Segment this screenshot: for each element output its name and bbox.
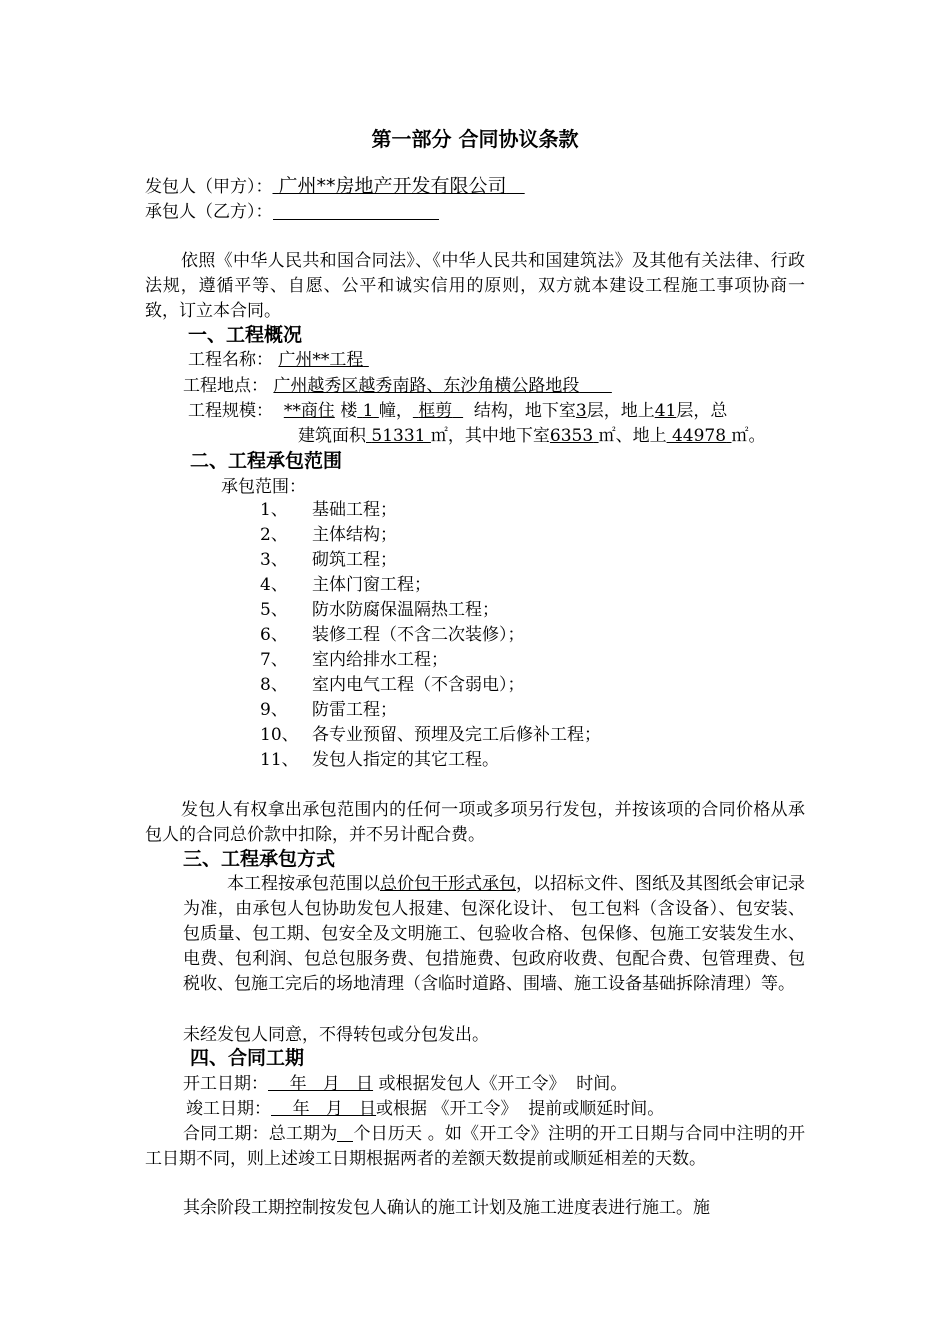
scope-item <box>260 623 525 648</box>
scope-item <box>260 673 525 698</box>
contract-method: 总价包干形式承包 <box>380 874 516 894</box>
scope-item-text: 室内电气工程（不含弱电）； <box>312 675 525 695</box>
project-scale-label: 工程规模： <box>188 401 273 421</box>
scope-label: 承包范围： <box>221 477 306 497</box>
project-area-line: 建筑面积 51331 ㎡，其中地下室6353 ㎡、地上 44978 ㎡。 <box>298 426 766 446</box>
scope-item-text: 发包人指定的其它工程。 <box>312 750 499 770</box>
scope-item-number: 7、 <box>260 650 288 670</box>
scope-item-number: 10、 <box>260 725 299 745</box>
section3-heading: 三、工程承包方式 <box>183 848 336 870</box>
scope-item <box>260 698 397 723</box>
scope-item-number: 4、 <box>260 575 288 595</box>
scope-note: 发包人有权拿出承包范围内的任何一项或多项另行发包，并按该项的合同价格从承包人的合同总价款中扣除，并不另计配合费。 <box>145 800 805 845</box>
start-date-value: 年 月 日 <box>268 1074 374 1094</box>
project-location-value: 广州越秀区越秀南路、东沙角横公路地段 <box>273 376 580 396</box>
employer-name: 广州**房地产开发有限公司 <box>278 175 507 197</box>
section1-heading: 一、工程概况 <box>188 324 303 346</box>
scale-use: **商住 <box>283 401 335 421</box>
scope-item <box>260 723 601 748</box>
scope-item <box>260 598 499 623</box>
scale-buildings: 1 <box>362 401 374 421</box>
project-name-line <box>188 348 369 372</box>
area-above: 44978 <box>671 426 727 446</box>
contractor-blank <box>273 201 439 220</box>
start-date-label: 开工日期： <box>183 1074 268 1094</box>
end-date-label: 竣工日期： <box>186 1099 271 1119</box>
document-title: 第一部分 合同协议条款 <box>371 127 579 151</box>
scope-item-text: 室内给排水工程； <box>312 650 448 670</box>
project-name-label: 工程名称： <box>188 350 273 370</box>
subcontract-note: 未经发包人同意，不得转包或分包发出。 <box>183 1025 489 1045</box>
project-location-line <box>183 374 612 398</box>
project-scale-line: 工程规模： **商住 楼 1 幢， 框剪 结构，地下室3层，地上41层，总 <box>188 401 728 421</box>
scope-item-text: 主体门窗工程； <box>312 575 431 595</box>
scope-item <box>260 523 397 548</box>
scope-item-text: 装修工程（不含二次装修）； <box>312 625 525 645</box>
scope-item-text: 防水防腐保温隔热工程； <box>312 600 499 620</box>
contract-method-paragraph: 本工程按承包范围以总价包干形式承包，以招标文件、图纸及其图纸会审记录为准，由承包人包协助发包人报建、包深化设计、 包工包料（含设备）、包安装、包质量、包工期、包安全及文明施工、包验收合格、包保修、包施工安装发生水、电费、包利润、包总包服务费、包措施费、包政府收费、包配合费、包管理费、包税收、包施工完后的场地清理（含临时道路、围墙、施工设备基础拆除清理）等。 <box>183 874 805 994</box>
area-basement: 6353 <box>549 426 594 446</box>
scale-structure: 框剪 <box>418 401 453 421</box>
contractor-label: 承包人（乙方）： <box>145 202 273 222</box>
section4-heading: 四、合同工期 <box>190 1047 305 1069</box>
scope-item-text: 砌筑工程； <box>312 550 397 570</box>
duration-paragraph: 合同工期：总工期为 个日历天 。如《开工令》注明的开工日期与合同中注明的开工日期不同，则上述竣工日期根据两者的差额天数提前或顺延相差的天数。 <box>145 1124 806 1169</box>
scope-item-number: 6、 <box>260 625 288 645</box>
scope-item <box>260 548 397 573</box>
scope-item-number: 5、 <box>260 600 288 620</box>
scope-item <box>260 648 448 673</box>
scope-item-number: 3、 <box>260 550 288 570</box>
project-location-label: 工程地点： <box>183 376 268 396</box>
scope-item <box>260 748 499 773</box>
scope-item-text: 防雷工程； <box>312 700 397 720</box>
project-name-value: 广州**工程 <box>278 350 364 370</box>
start-date-line: 开工日期： 年 月 日 或根据发包人《开工令》 时间。 <box>183 1074 628 1094</box>
scope-item-number: 1、 <box>260 500 288 520</box>
employer-label: 发包人（甲方）： <box>145 177 273 197</box>
scope-item-number: 2、 <box>260 525 288 545</box>
other-schedule-line: 其余阶段工期控制按发包人确认的施工计划及施工进度表进行施工。施 <box>183 1198 710 1218</box>
scope-item-number: 9、 <box>260 700 288 720</box>
scale-above-floors: 41 <box>654 401 677 421</box>
end-date-value: 年 月 日 <box>271 1099 377 1119</box>
scope-item-text: 主体结构； <box>312 525 397 545</box>
area-total: 51331 <box>371 426 426 446</box>
section2-heading: 二、工程承包范围 <box>190 450 343 472</box>
scope-item-number: 8、 <box>260 675 288 695</box>
duration-days-blank <box>337 1123 353 1142</box>
scope-item <box>260 498 397 523</box>
scope-item-text: 各专业预留、预埋及完工后修补工程； <box>312 725 601 745</box>
scope-item-text: 基础工程； <box>312 500 397 520</box>
scope-item-number: 11、 <box>260 750 299 770</box>
scope-item <box>260 573 431 598</box>
scale-basement-floors: 3 <box>575 401 587 421</box>
employer-line <box>145 174 525 199</box>
end-date-line: 竣工日期： 年 月 日或根据 《开工令》 提前或顺延时间。 <box>186 1099 665 1119</box>
contractor-line <box>145 200 439 224</box>
intro-paragraph: 依照《中华人民共和国合同法》、《中华人民共和国建筑法》及其他有关法律、行政法规，遵循平等、自愿、公平和诚实信用的原则，双方就本建设工程施工事项协商一致，订立本合同。 <box>145 251 805 321</box>
